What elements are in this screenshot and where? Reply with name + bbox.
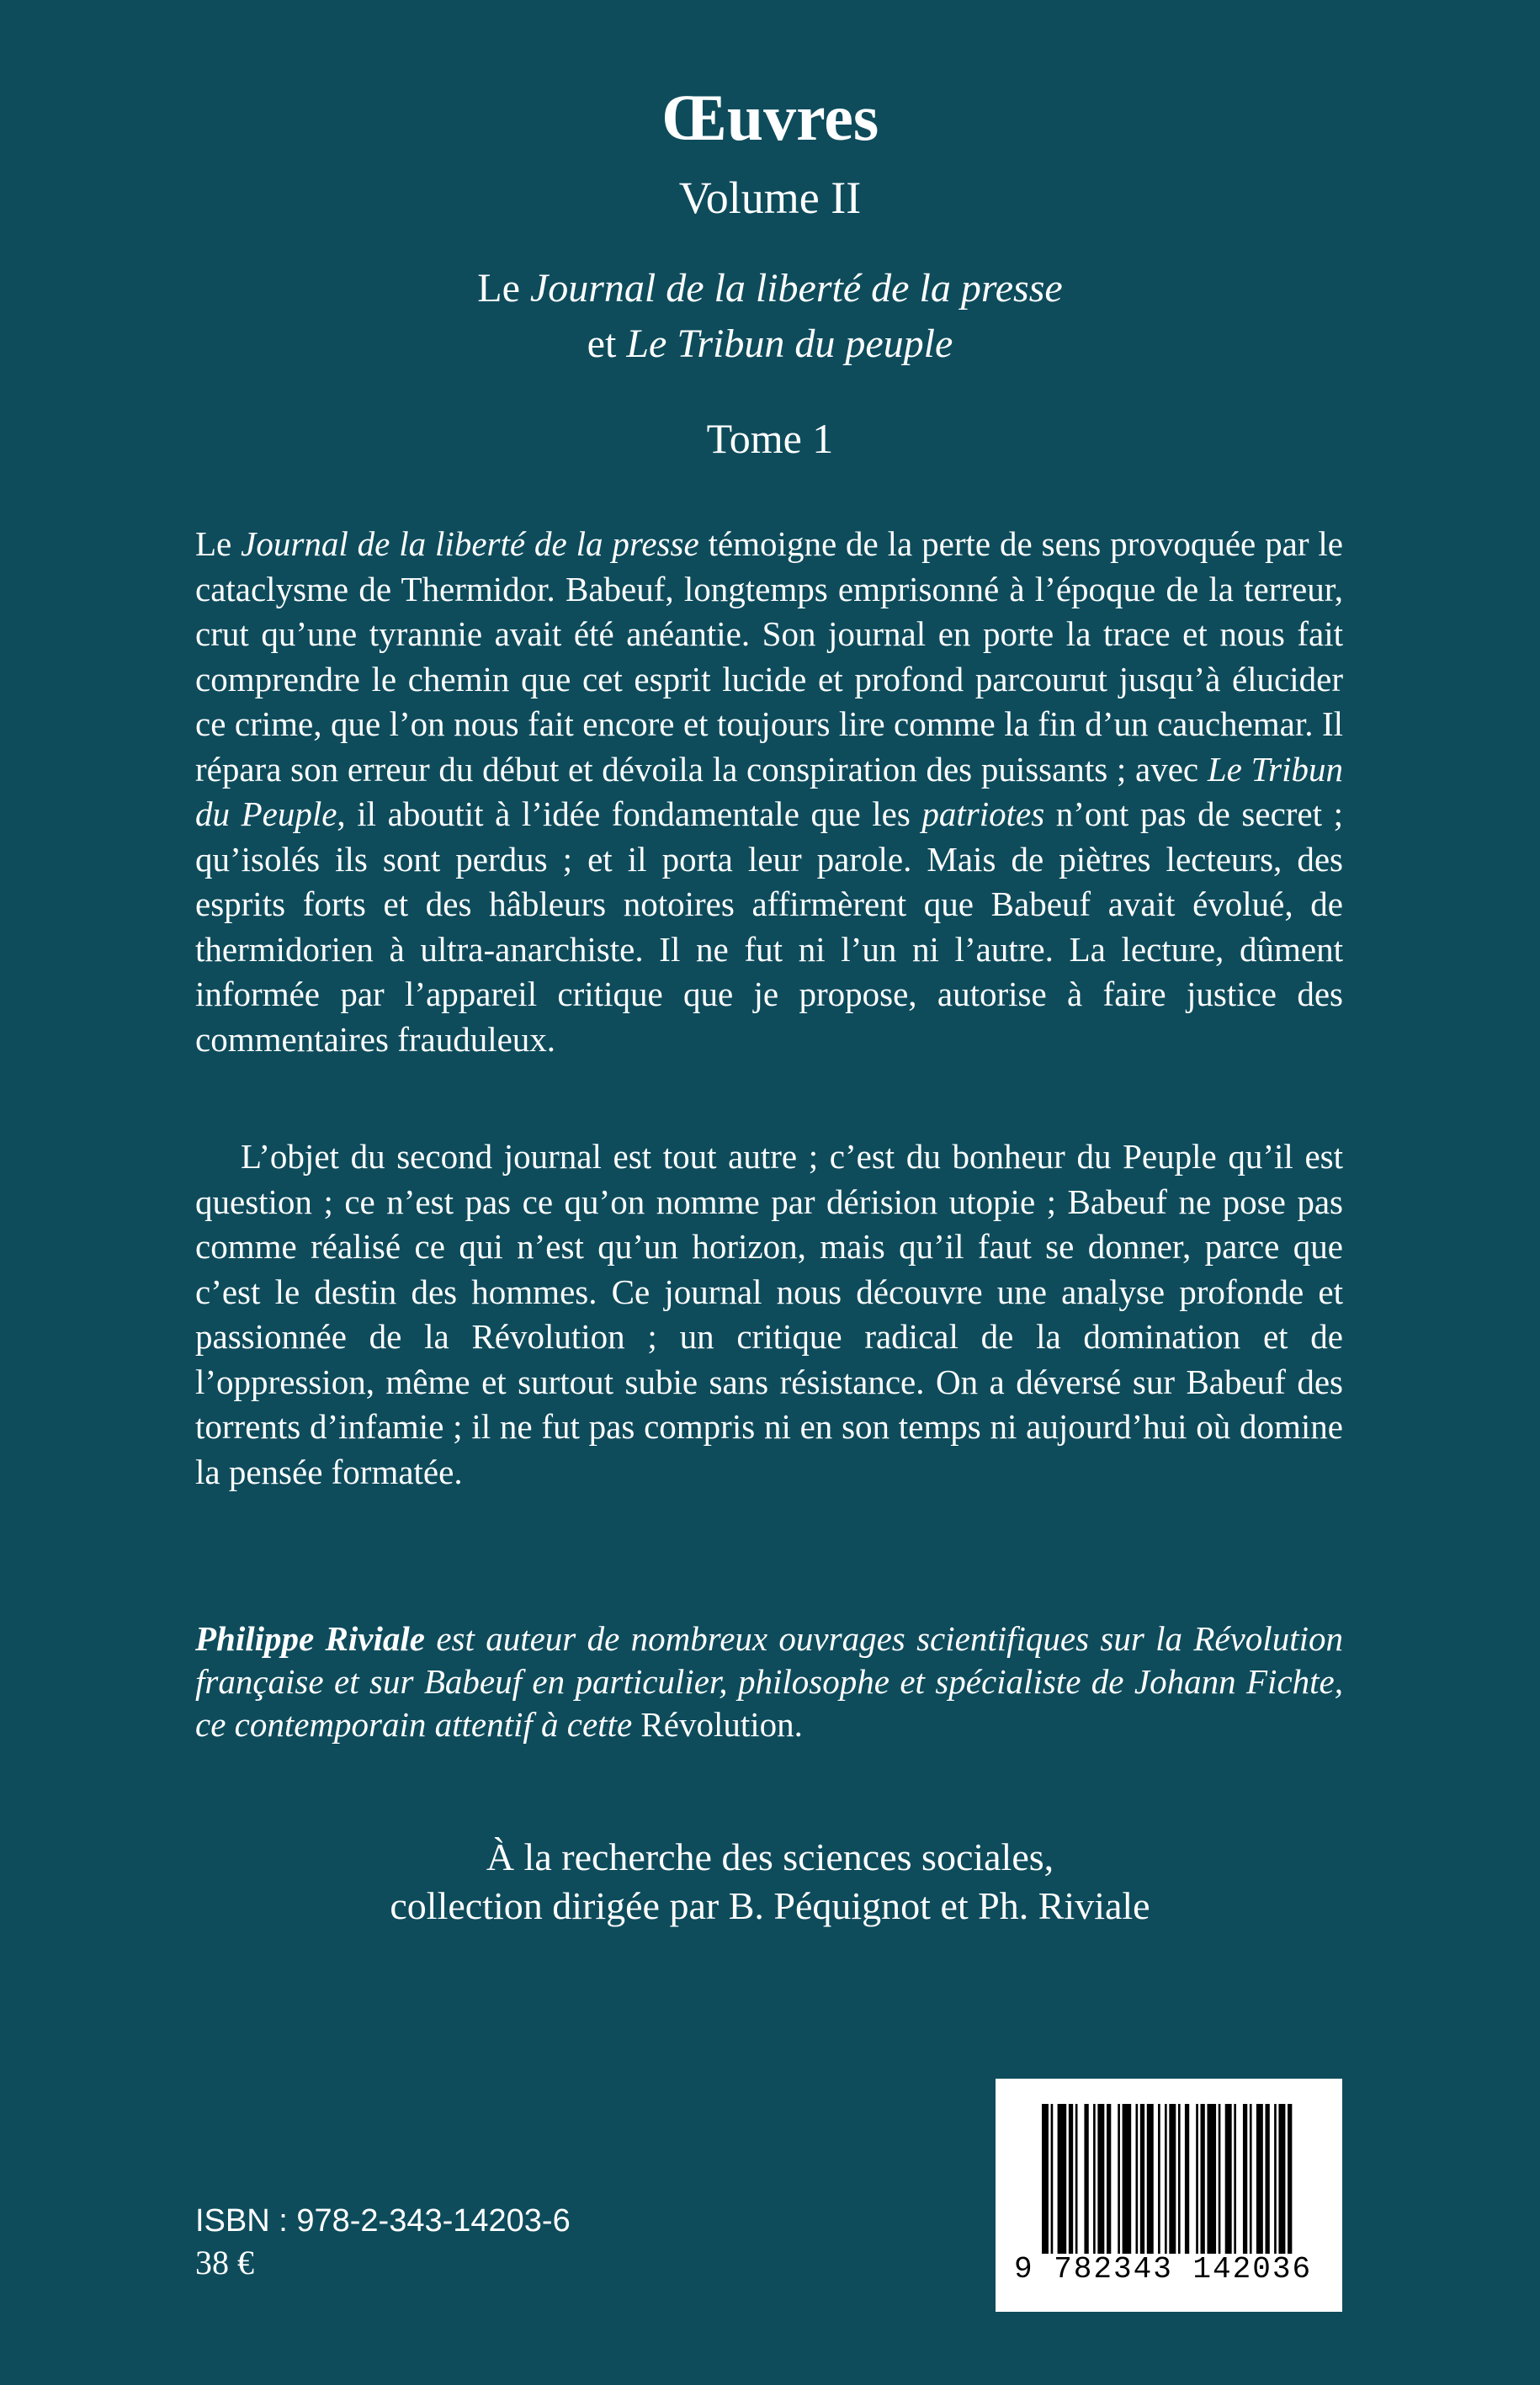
barcode-bars-icon <box>1042 2104 1294 2254</box>
barcode-bar <box>1207 2104 1216 2254</box>
barcode-bar <box>1147 2104 1154 2254</box>
barcode-digits: 9 782343 142036 <box>1014 2252 1313 2287</box>
barcode-bar <box>1250 2104 1252 2254</box>
subtitle <box>0 261 1540 372</box>
text-run: Le Tribun du Peuple <box>195 749 1343 833</box>
barcode-bar <box>1058 2104 1067 2254</box>
barcode-bar <box>1051 2104 1054 2254</box>
collection-info <box>0 1833 1540 1931</box>
barcode <box>996 2079 1342 2312</box>
barcode-bar <box>1278 2104 1285 2254</box>
barcode-bar <box>1169 2104 1176 2254</box>
author-bio-text: est auteur de nombreux ouvrages scientifiques sur la Révolution française et sur Babeuf en particulier, philosophe et spécialiste de Johann Fichte, ce contemporain attentif à cette <box>195 1619 1343 1744</box>
text-run: , il aboutit à l’idée fondamentale que les <box>337 794 922 833</box>
text-run: Journal de la liberté de la presse <box>241 524 699 563</box>
barcode-bar <box>1265 2104 1269 2254</box>
text-run: patriotes <box>921 794 1045 833</box>
barcode-bar <box>1178 2104 1181 2254</box>
text-run: n’ont pas de secret ; qu’isolés ils sont perdus ; et il porta leur parole. Mais de piètres lecteurs, des esprits forts et des hâbleurs notoires affirmèrent que Babeuf avait évolué, de thermidorien à ultra-anarchiste. Il ne fut ni l’un ni l’autre. La lecture, dûment informée par l’appareil critique que je propose, autorise à faire justice des commentaires frauduleux. <box>195 794 1343 1059</box>
barcode-bar <box>1243 2104 1247 2254</box>
price-label: 38 € <box>195 2244 254 2281</box>
barcode-bar <box>1256 2104 1263 2254</box>
barcode-bar <box>1140 2104 1144 2254</box>
barcode-bar <box>1136 2104 1139 2254</box>
volume-label: Volume II <box>678 173 862 223</box>
barcode-bar <box>1158 2104 1160 2254</box>
barcode-bar <box>1097 2104 1104 2254</box>
text-run: Le <box>477 266 530 311</box>
barcode-bar <box>1093 2104 1096 2254</box>
barcode-bar <box>1075 2104 1078 2254</box>
text-run: Le <box>195 524 242 563</box>
isbn-label: ISBN : 978-2-343-14203-6 <box>195 2203 571 2239</box>
barcode-bar <box>1118 2104 1120 2254</box>
text-run: Journal de la liberté de la presse <box>529 266 1063 311</box>
collection-line-2: collection dirigée par B. Péquignot et Ph. Riviale <box>390 1884 1150 1927</box>
barcode-bar <box>1201 2104 1205 2254</box>
barcode-bar <box>1196 2104 1198 2254</box>
author-bio-end: Révolution. <box>640 1705 803 1744</box>
barcode-bar <box>1069 2104 1073 2254</box>
barcode-bar <box>1185 2104 1189 2254</box>
description-paragraph-1 <box>195 522 1343 1062</box>
author-name: Philippe Riviale <box>195 1619 425 1658</box>
barcode-bar <box>1274 2104 1277 2254</box>
collection-line-1: À la recherche des sciences sociales, <box>486 1835 1054 1878</box>
subtitle-line-2 <box>0 316 1540 372</box>
barcode-bar <box>1042 2104 1049 2254</box>
author-bio <box>195 1617 1343 1746</box>
text-run: et <box>587 321 627 366</box>
tome-label: Tome 1 <box>706 415 834 462</box>
barcode-bar <box>1225 2104 1232 2254</box>
barcode-bar <box>1288 2104 1292 2254</box>
barcode-bar <box>1165 2104 1167 2254</box>
barcode-bar <box>1123 2104 1132 2254</box>
barcode-bar <box>1107 2104 1111 2254</box>
text-run: Le Tribun du peuple <box>626 321 953 366</box>
barcode-bar <box>1084 2104 1088 2254</box>
barcode-bar <box>1219 2104 1221 2254</box>
barcode-bar <box>1234 2104 1236 2254</box>
description-paragraph-2: L’objet du second journal est tout autre ; c’est du bonheur du Peuple qu’il est question ; ce n’est pas ce qu’on nomme par dérision utopie ; Babeuf ne pose pas comme réalisé ce qui n’est qu’un horizon, mais qu’il faut se donner, parce que c’est le destin des hommes. Ce journal nous découvre une analyse profonde et passionnée de la Révolution ; un critique radical de la domination et de l’oppression, même et surtout subie sans résistance. On a déversé sur Babeuf des torrents d’infamie ; il ne fut pas compris ni en son temps ni aujourd’hui où domine la pensée formatée. <box>195 1137 1343 1491</box>
subtitle-line-1 <box>0 261 1540 316</box>
book-title: Œuvres <box>661 81 879 154</box>
text-run: témoigne de la perte de sens provoquée par le cataclysme de Thermidor. Babeuf, longtemps emprisonné à l’époque de la terreur, crut qu’une tyrannie avait été anéantie. Son journal en porte la trace et nous fait comprendre le chemin que cet esprit lucide et profond parcourut jusqu’à élucider ce crime, que l’on nous fait encore et toujours lire comme la fin d’un cauchemar. Il répara son erreur du début et dévoila la conspiration des puissants ; avec <box>195 524 1343 789</box>
